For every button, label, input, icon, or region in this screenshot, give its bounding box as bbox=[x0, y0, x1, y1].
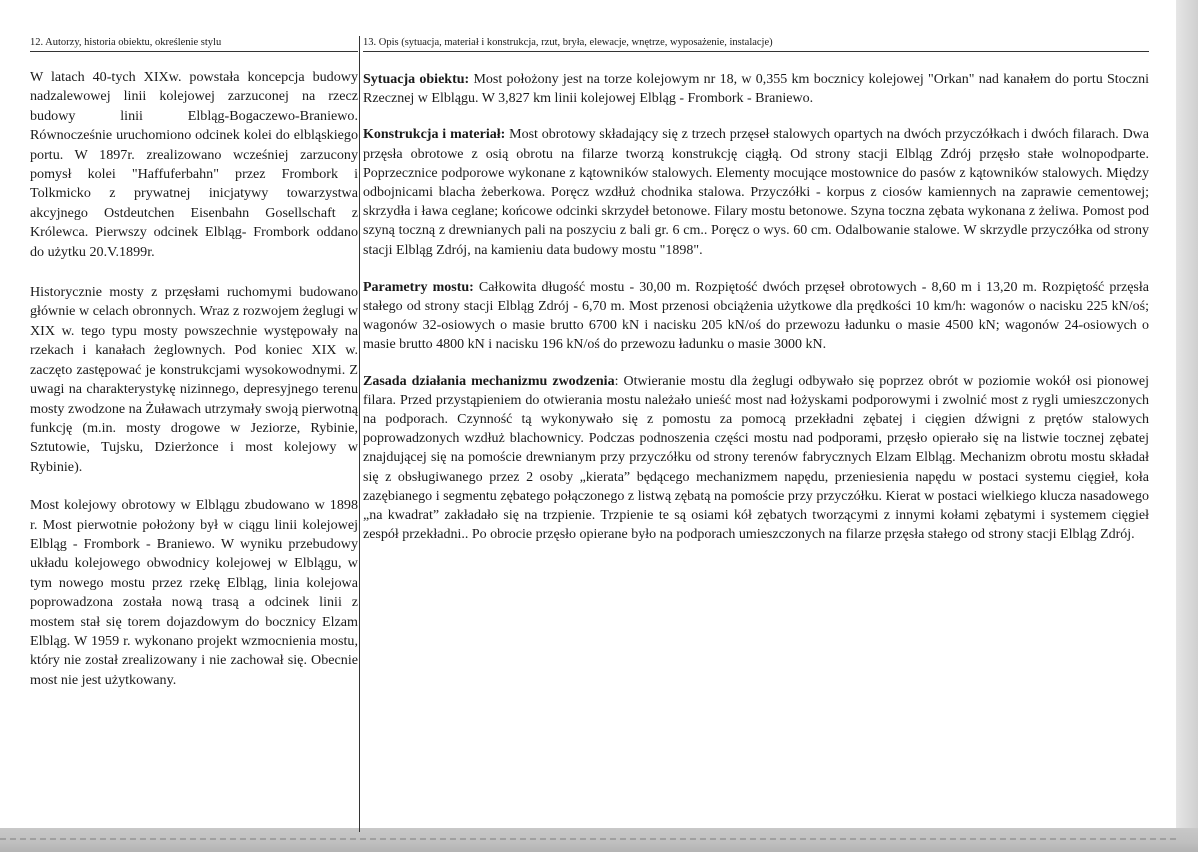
history-column bbox=[30, 36, 358, 690]
section-13-header: 13. Opis (sytuacja, materiał i konstrukcja, rzut, bryła, elewacje, wnętrze, wyposażenie, instalacje) bbox=[363, 36, 1149, 52]
situation-paragraph bbox=[363, 70, 1149, 108]
mechanism-paragraph bbox=[363, 372, 1149, 545]
mechanism-text: : Otwieranie mostu dla żeglugi odbywało się poprzez obrót w poziomie wokół osi pionowej filara. Przed przystąpieniem do otwierania mostu należało unieść most nad łożyskami podporowymi i zwolnić most z rygli umieszczonych na podporach. Czynność tą wykonywało się z pomostu za pomocą przekładni zębatej i cięgien dźwigni z prętów stalowych poprowadzonych wzdłuż blachownicy. Podczas podnoszenia części mostu nad podporami, przęsło opierało się na listwie tocznej zębatej znajdującej się na pomoście drewnianym przy przyczółku od strony terenów fabrycznych Elzam Elbląg. Mechanizm obrotu mostu składał się z obsługiwanego przez 2 osoby „kierata” będącego mechanizmem napędu, przeniesienia napędu w postaci systemu cięgieł, koła zazębianego i segmentu zębatego połączonego z listwą zębatą na pomoście przy przyczółku. Kierat w postaci wielkiego klucza nasadowego „na kwadrat” zakładało się na trzpienie. Trzpienie te są osiami kół zębatych tworzącymi z innymi kołami zębatymi i systemem cięgieł zespół przekładni.. Po obrocie przęsło opierane było na podporach umieszczonych na filarze przęsła stałego od strony stacji Elbląg Zdrój. bbox=[363, 373, 1149, 543]
construction-paragraph bbox=[363, 125, 1149, 259]
mechanism-label: Zasada działania mechanizmu zwodzenia bbox=[363, 373, 615, 389]
scan-perforation bbox=[0, 838, 1176, 840]
description-column bbox=[363, 36, 1149, 544]
situation-text: Most położony jest na torze kolejowym nr 18, w 0,355 km bocznicy kolejowej "Orkan" nad kanałem do portu Stoczni Rzecznej w Elblągu. W 3,827 km linii kolejowej Elbląg - Frombork - Braniewo. bbox=[363, 72, 1150, 107]
scan-edge-bottom bbox=[0, 828, 1198, 852]
construction-label: Konstrukcja i materiał: bbox=[363, 127, 506, 143]
history-paragraph: Most kolejowy obrotowy w Elblągu zbudowano w 1898 r. Most pierwotnie położony był w ciągu linii kolejowej Elbląg - Frombork - Braniewo. W wyniku przebudowy układu kolejowego obwodnicy kolejowej w Elblągu, w tym nowego mostu przez rzekę Elbląg, linia kolejowa poprowadzona została nową trasą a odcinek linii z mostem stał się torem dojazdowym do bocznicy Elzam Elbląg. W 1959 r. wykonano projekt wzmocnienia mostu, który nie został zrealizowany i nie zachował się. Obecnie most nie jest użytkowany. bbox=[30, 497, 358, 688]
construction-text: Most obrotowy składający się z trzech przęseł stalowych opartych na dwóch przyczółkach i dwóch filarach. Dwa przęsła obrotowe z osią obrotu na filarze tworzą konstrukcję ciągłą. Od strony stacji Elbląg Zdrój przęsło stałe wolnopodparte. Poprzecznice podporowe wykonane z kątowników stalowych. Elementy mocujące mostownice do pasów z kątowników stalowych. Między odbojnicami blacha żeberkowa. Poręcz wzdłuż chodnika stalowa. Przyczółki - korpus z ciosów kamiennych na zaprawie cementowej; skrzydła i ława ceglane; końcowe odcinki skrzydeł betonowe. Filary mostu betonowe. Szyna toczna zębata wykonana z żeliwa. Pomost pod szyną toczną z drewnianych pali na poszyciu z bali gr. 6 cm.. Poręcz o wys. 60 cm. Odalbowanie stalowe. W skrzydle przyczółka od strony stacji Elbląg Zdrój, na kamieniu data budowy mostu "1898". bbox=[363, 127, 1150, 258]
parameters-text: Całkowita długość mostu - 30,00 m. Rozpiętość dwóch przęseł obrotowych - 8,60 m i 13,20 m. Rozpiętość przęsła stałego od strony stacji Elbląg Zdrój - 6,70 m. Most przenosi obciążenia użytkowe dla prędkości 10 km/h: wagonów o nacisku 225 kN/oś; wagonów 32-osiowych o masie brutto 6700 kN i nacisku 205 kN/oś do przewozu ładunku o masie 4500 kN; wagonów 24-osiowych o masie brutto 4800 kN i nacisku 196 kN/oś do przewozu ładunku o masie 3000 kN. bbox=[363, 279, 1149, 353]
section-12-header: 12. Autorzy, historia obiektu, określenie stylu bbox=[30, 36, 358, 52]
parameters-paragraph bbox=[363, 278, 1149, 355]
parameters-label: Parametry mostu: bbox=[363, 279, 474, 295]
column-divider bbox=[359, 36, 360, 832]
history-paragraph: W latach 40-tych XIXw. powstała koncepcja budowy nadzalewowej linii kolejowej zarzuconej na rzecz budowy linii Elbląg-Bogaczewo-Braniewo. Równocześnie uruchomiono odcinek kolei do elbląskiego portu. W 1897r. zrealizowano wcześniej zarzucony pomysł kolei "Haffuferbahn" przez Frombork i Tolkmicko z prywatnej inicjatywy towarzystwa akcyjnego Ostdeutchen Eisenbahn Gosellschaft z Królewca. Pierwszy odcinek Elbląg- Frombork oddano do użytku 20.V.1899r. bbox=[30, 69, 358, 260]
history-paragraph: Historycznie mosty z przęsłami ruchomymi budowano głównie w celach obronnych. Wraz z rozwojem żeglugi w XIX w. tego typu mosty powszechnie występowały na rzekach i kanałach żeglownych. Pod koniec XIX w. zaczęto zastępować je konstrukcjami wysokowodnymi. Z uwagi na charakterystykę nizinnego, depresyjnego terenu mosty zwodzone na Żuławach utrzymały swoją pierwotną funkcję (m.in. mosty drogowe w Jeziorze, Rybinie, Sztutowie, Tujsku, Dzierżonce i most kolejowy w Rybinie). bbox=[30, 284, 358, 475]
scan-edge-right bbox=[1176, 0, 1198, 852]
situation-label: Sytuacja obiektu: bbox=[363, 72, 470, 87]
